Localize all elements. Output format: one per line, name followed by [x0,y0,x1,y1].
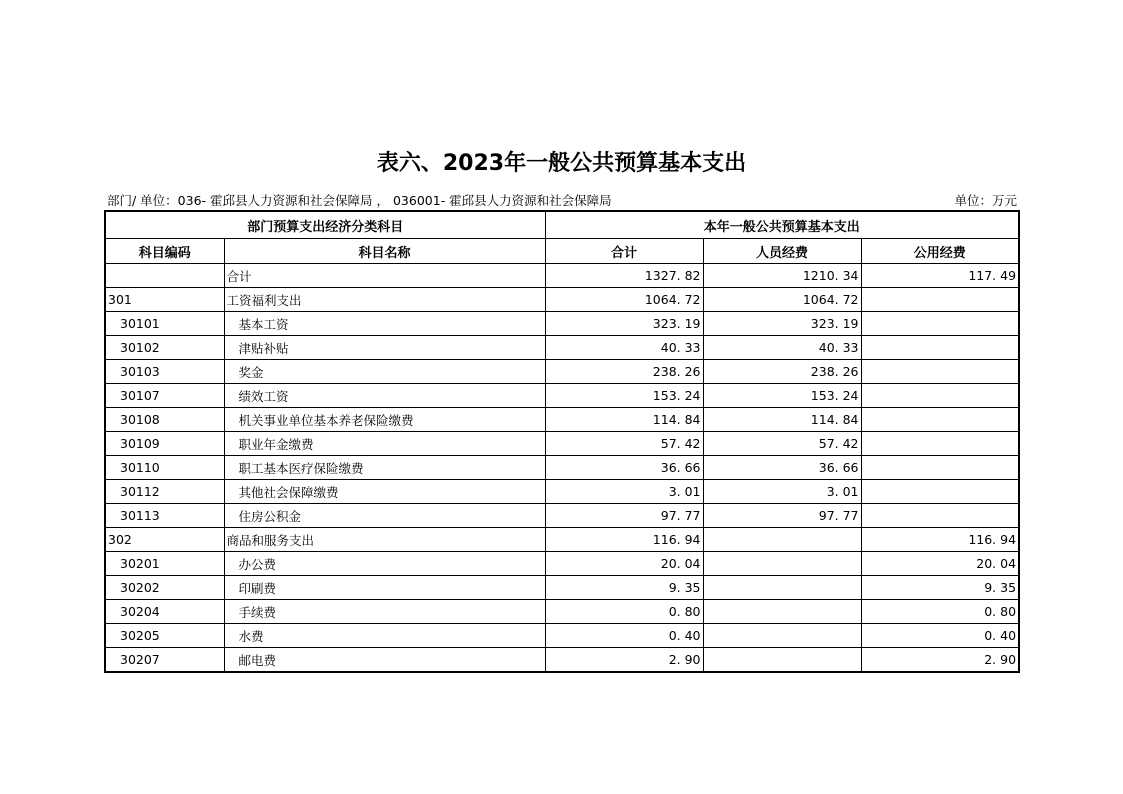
cell-total: 36. 66 [545,456,703,480]
header-total: 合计 [545,239,703,264]
cell-public: 2. 90 [861,648,1019,673]
cell-code: 30101 [105,312,224,336]
cell-name: 职工基本医疗保险缴费 [224,456,545,480]
cell-personnel [703,600,861,624]
table-row [105,600,1019,624]
cell-public [861,456,1019,480]
table-row [105,384,1019,408]
cell-name: 职业年金缴费 [224,432,545,456]
cell-code: 30102 [105,336,224,360]
cell-name: 工资福利支出 [224,288,545,312]
cell-code: 30201 [105,552,224,576]
header-row-group [105,211,1019,239]
table-row [105,624,1019,648]
cell-name: 印刷费 [224,576,545,600]
table-row [105,648,1019,673]
cell-total: 114. 84 [545,408,703,432]
cell-name: 邮电费 [224,648,545,673]
cell-public [861,384,1019,408]
header-name: 科目名称 [224,239,545,264]
cell-personnel: 1210. 34 [703,264,861,288]
cell-name: 机关事业单位基本养老保险缴费 [224,408,545,432]
report-meta [107,191,1017,209]
table-row [105,432,1019,456]
cell-public: 9. 35 [861,576,1019,600]
cell-code: 30110 [105,456,224,480]
cell-code: 30205 [105,624,224,648]
table-row [105,288,1019,312]
cell-total: 0. 80 [545,600,703,624]
cell-total: 153. 24 [545,384,703,408]
cell-code: 30112 [105,480,224,504]
cell-total: 116. 94 [545,528,703,552]
header-personnel: 人员经费 [703,239,861,264]
table-row [105,264,1019,288]
cell-public [861,480,1019,504]
cell-code: 302 [105,528,224,552]
table-row [105,504,1019,528]
cell-total: 1064. 72 [545,288,703,312]
department-label: 部门/ 单位：036- 霍邱县人力资源和社会保障局 ， 036001- 霍邱县人力资源和社会保障局 [107,193,612,208]
cell-public: 0. 80 [861,600,1019,624]
cell-name: 绩效工资 [224,384,545,408]
cell-name: 合计 [224,264,545,288]
table-row [105,408,1019,432]
table-row [105,360,1019,384]
cell-total: 9. 35 [545,576,703,600]
header-code: 科目编码 [105,239,224,264]
cell-code: 30107 [105,384,224,408]
cell-total: 238. 26 [545,360,703,384]
cell-name: 基本工资 [224,312,545,336]
cell-name: 手续费 [224,600,545,624]
cell-public [861,336,1019,360]
cell-personnel [703,648,861,673]
cell-public [861,432,1019,456]
cell-code: 30108 [105,408,224,432]
cell-code: 301 [105,288,224,312]
header-public: 公用经费 [861,239,1019,264]
cell-personnel [703,552,861,576]
cell-code: 30113 [105,504,224,528]
cell-public [861,360,1019,384]
cell-total: 20. 04 [545,552,703,576]
cell-name: 水费 [224,624,545,648]
cell-total: 1327. 82 [545,264,703,288]
cell-name: 商品和服务支出 [224,528,545,552]
cell-total: 3. 01 [545,480,703,504]
table-row [105,528,1019,552]
table-row [105,480,1019,504]
table-row [105,312,1019,336]
cell-name: 津贴补贴 [224,336,545,360]
cell-code [105,264,224,288]
cell-code: 30204 [105,600,224,624]
cell-public [861,312,1019,336]
cell-personnel: 97. 77 [703,504,861,528]
cell-personnel [703,528,861,552]
table-row [105,576,1019,600]
cell-personnel: 40. 33 [703,336,861,360]
cell-total: 0. 40 [545,624,703,648]
cell-code: 30103 [105,360,224,384]
table-body [105,264,1019,673]
table-row [105,456,1019,480]
cell-personnel: 3. 01 [703,480,861,504]
cell-public [861,288,1019,312]
cell-total: 2. 90 [545,648,703,673]
cell-personnel: 36. 66 [703,456,861,480]
cell-code: 30207 [105,648,224,673]
header-economic-classification: 部门预算支出经济分类科目 [105,211,545,239]
cell-public: 117. 49 [861,264,1019,288]
cell-personnel: 153. 24 [703,384,861,408]
cell-total: 40. 33 [545,336,703,360]
cell-personnel [703,624,861,648]
cell-public: 116. 94 [861,528,1019,552]
budget-table [104,210,1020,673]
table-row [105,552,1019,576]
cell-name: 奖金 [224,360,545,384]
cell-public [861,504,1019,528]
cell-name: 办公费 [224,552,545,576]
cell-public [861,408,1019,432]
cell-code: 30202 [105,576,224,600]
cell-personnel [703,576,861,600]
cell-personnel: 323. 19 [703,312,861,336]
cell-public: 0. 40 [861,624,1019,648]
cell-name: 住房公积金 [224,504,545,528]
cell-personnel: 114. 84 [703,408,861,432]
page-title: 表六、2023年一般公共预算基本支出 [376,151,747,176]
cell-total: 57. 42 [545,432,703,456]
cell-total: 97. 77 [545,504,703,528]
cell-public: 20. 04 [861,552,1019,576]
cell-personnel: 57. 42 [703,432,861,456]
unit-label: 单位：万元 [954,193,1017,208]
cell-code: 30109 [105,432,224,456]
header-basic-expenditure: 本年一般公共预算基本支出 [545,211,1019,239]
cell-personnel: 1064. 72 [703,288,861,312]
cell-name: 其他社会保障缴费 [224,480,545,504]
table-row [105,336,1019,360]
cell-total: 323. 19 [545,312,703,336]
header-row-columns [105,239,1019,264]
cell-personnel: 238. 26 [703,360,861,384]
